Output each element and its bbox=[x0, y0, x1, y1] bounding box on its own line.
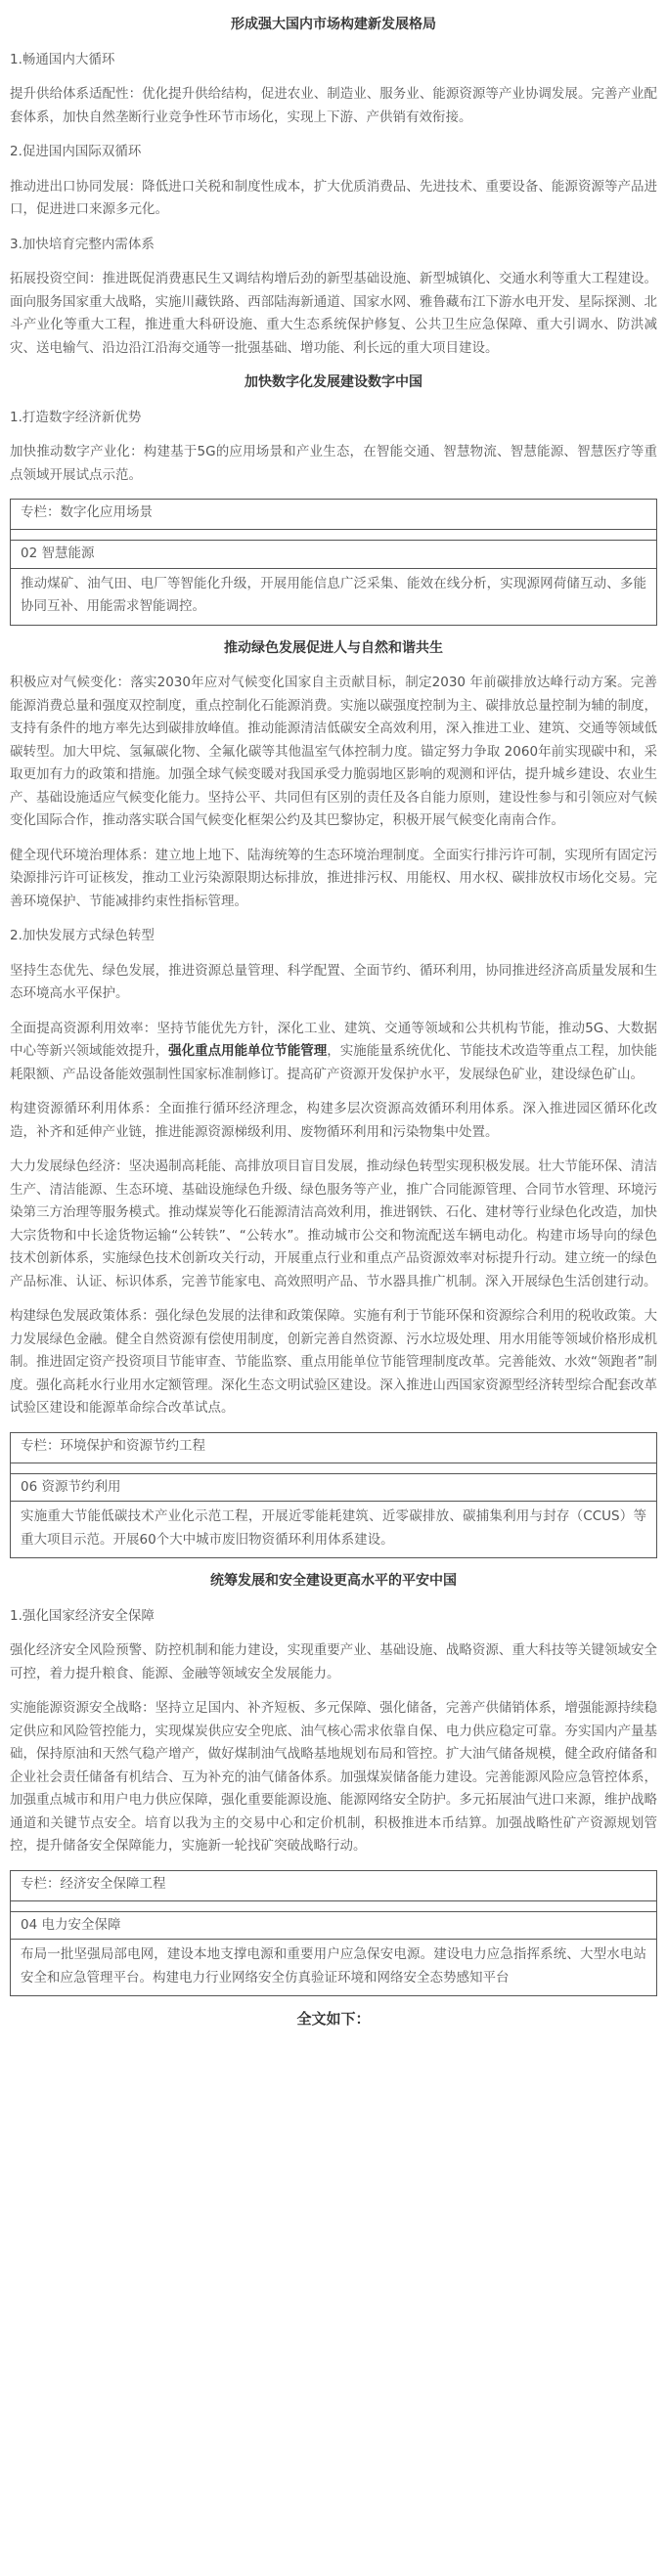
paragraph: 构建绿色发展政策体系：强化绿色发展的法律和政策保障。实施有利于节能环保和资源综合利用的税收政策。大力发展绿色金融。健全自然资源有偿使用制度，创新完善自然资源、污水垃圾处理、用水用能等领域价格形成机制。推进固定资产投资项目节能审查、节能监察、重点用能单位节能管理制度改革。完善能效、水效“领跑者”制度。强化高耗水行业用水定额管理。深化生态文明试验区建设。深入推进山西国家资源型经济转型综合配套改革试验区建设和能源革命综合改革试点。 bbox=[10, 1308, 657, 1416]
paragraph: 加快推动数字产业化：构建基于5G的应用场景和产业生态，在智能交通、智慧物流、智慧能源、智慧医疗等重点领域开展试点示范。 bbox=[10, 444, 657, 483]
text: ，实施能量系统优化、节能技术改造等重点工程，加快能耗限额、产品设备能效强制性国家标准制修订。提高矿产资源开发保护水平，发展绿色矿业，建设绿色矿山。 bbox=[10, 1043, 657, 1082]
column-box-security bbox=[10, 1870, 657, 1997]
section-title-3: 推动绿色发展促进人与自然和谐共生 bbox=[224, 639, 443, 656]
box-divider bbox=[11, 1463, 656, 1474]
paragraph: 积极应对气候变化：落实2030年应对气候变化国家自主贡献目标，制定2030 年前碳排放达峰行动方案。完善能源消费总量和强度双控制度，重点控制化石能源消费。实施以碳强度控制为主、碳排放总量控制为辅的制度，支持有条件的地方率先达到碳排放峰值。推动能源清洁低碳安全高效利用，深入推进工业、建筑、交通等领域低碳转型。加大甲烷、氢氟碳化物、全氟化碳等其他温室气体控制力度。锚定努力争取 2060年前实现碳中和，采取更加有力的政策和措施。加强全球气候变暖对我国承受力脆弱地区影响的观测和评估，提升城乡建设、农业生产、基础设施适应气候变化能力。坚持公平、共同但有区别的责任及各自能力原则，建设性参与和引领应对气候变化国际合作，推动落实联合国气候变化框架公约及其巴黎协定，积极开展气候变化南南合作。 bbox=[10, 675, 657, 828]
box-subheading: 02 智慧能源 bbox=[11, 541, 656, 569]
box-subheading: 04 电力安全保障 bbox=[11, 1912, 656, 1941]
subheading: 3.加快培育完整内需体系 bbox=[10, 236, 155, 252]
box-body: 推动煤矿、油气田、电厂等智能化升级，开展用能信息广泛采集、能效在线分析，实现源网荷储互动、多能协同互补、用能需求智能调控。 bbox=[21, 575, 646, 614]
box-heading: 专栏：数字化应用场景 bbox=[11, 500, 656, 530]
paragraph: 健全现代环境治理体系：建立地上地下、陆海统筹的生态环境治理制度。全面实行排污许可制，实现所有固定污染源排污许可证核发，推动工业污染源限期达标排放，推进排污权、用能权、用水权、碳排放权市场化交易。完善环境保护、节能减排约束性指标管理。 bbox=[10, 847, 657, 909]
subheading: 2.促进国内国际双循环 bbox=[10, 144, 142, 159]
section-title-1: 形成强大国内市场构建新发展格局 bbox=[231, 17, 436, 32]
box-heading: 专栏：经济安全保障工程 bbox=[11, 1871, 656, 1901]
column-box-environment bbox=[10, 1432, 657, 1559]
box-divider bbox=[11, 530, 656, 541]
subheading: 2.加快发展方式绿色转型 bbox=[10, 928, 155, 943]
box-body: 布局一批坚强局部电网，建设本地支撑电源和重要用户应急保安电源。建设电力应急指挥系统、大型水电站安全和应急管理平台。构建电力行业网络安全仿真验证环境和网络安全态势感知平台 bbox=[21, 1946, 646, 1986]
paragraph: 推动进出口协同发展：降低进口关税和制度性成本，扩大优质消费品、先进技术、重要设备、能源资源等产品进口，促进进口来源多元化。 bbox=[10, 178, 657, 217]
paragraph: 拓展投资空间：推进既促消费惠民生又调结构增后劲的新型基础设施、新型城镇化、交通水利等重大工程建设。面向服务国家重大战略，实施川藏铁路、西部陆海新通道、国家水网、雅鲁藏布江下游水电开发、星际探测、北斗产业化等重大工程，推进重大科研设施、重大生态系统保护修复、公共卫生应急保障、重大引调水、防洪减灾、送电输气、沿边沿江沿海交通等一批强基础、增功能、利长远的重大项目建设。 bbox=[10, 271, 657, 356]
full-text-heading: 全文如下： bbox=[296, 2010, 371, 2028]
box-subheading: 06 资源节约利用 bbox=[11, 1474, 656, 1503]
paragraph: 提升供给体系适配性：优化提升供给结构，促进农业、制造业、服务业、能源资源等产业协调发展。完善产业配套体系，加快自然垄断行业竞争性环节市场化，实现上下游、产供销有效衔接。 bbox=[10, 86, 657, 125]
section-title-4: 统筹发展和安全建设更高水平的平安中国 bbox=[210, 1573, 457, 1589]
bold-text: 强化重点用能单位节能管理 bbox=[168, 1043, 328, 1059]
box-heading: 专栏：环境保护和资源节约工程 bbox=[11, 1433, 656, 1463]
subheading: 1.畅通国内大循环 bbox=[10, 51, 115, 67]
paragraph: 大力发展绿色经济：坚决遏制高耗能、高排放项目盲目发展，推动绿色转型实现积极发展。壮大节能环保、清洁生产、清洁能源、生态环境、基础设施绿色升级、绿色服务等产业，推广合同能源管理、合同节水管理、环境污染第三方治理等服务模式。推动煤炭等化石能源清洁高效利用，推进钢铁、石化、建材等行业绿色化改造，加快大宗货物和中长途货物运输“公转铁”、“公转水”。推动城市公交和物流配送车辆电动化。构建市场导向的绿色技术创新体系，实施绿色技术创新攻关行动，开展重点行业和重点产品资源效率对标提升行动。建立统一的绿色产品标准、认证、标识体系，完善节能家电、高效照明产品、节水器具推广机制。深入开展绿色生活创建行动。 bbox=[10, 1158, 657, 1289]
column-box-digital bbox=[10, 499, 657, 626]
paragraph: 构建资源循环利用体系：全面推行循环经济理念，构建多层次资源高效循环利用体系。深入推进园区循环化改造，补齐和延伸产业链，推进能源资源梯级利用、废物循环利用和污染物集中处置。 bbox=[10, 1101, 657, 1140]
subheading: 1.强化国家经济安全保障 bbox=[10, 1607, 155, 1624]
box-body: 实施重大节能低碳技术产业化示范工程，开展近零能耗建筑、近零碳排放、碳捕集利用与封存（CCUS）等重大项目示范。开展60个大中城市废旧物资循环利用体系建设。 bbox=[21, 1508, 646, 1548]
text: 全面提高资源利用效率：坚持节能优先方针，深化工业、建筑、交通等领域和公共机构节能，推动5G、大数据中心等新兴领域能效提升， bbox=[10, 1020, 657, 1059]
subheading: 1.打造数字经济新优势 bbox=[10, 409, 142, 425]
paragraph bbox=[10, 1018, 657, 1087]
paragraph: 坚持生态优先、绿色发展，推进资源总量管理、科学配置、全面节约、循环利用，协同推进经济高质量发展和生态环境高水平保护。 bbox=[10, 962, 657, 1001]
box-divider bbox=[11, 1901, 656, 1912]
paragraph: 强化经济安全风险预警、防控机制和能力建设，实现重要产业、基础设施、战略资源、重大科技等关键领域安全可控，着力提升粮食、能源、金融等领域安全发展能力。 bbox=[10, 1642, 657, 1681]
paragraph: 实施能源资源安全战略：坚持立足国内、补齐短板、多元保障、强化储备，完善产供储销体系，增强能源持续稳定供应和风险管控能力，实现煤炭供应安全兜底、油气核心需求依靠自保、电力供应稳定可靠。夯实国内产量基础，保持原油和天然气稳产增产，做好煤制油气战略基地规划布局和管控。扩大油气储备规模，健全政府储备和企业社会责任储备有机结合、互为补充的油气储备体系。加强煤炭储备能力建设。完善能源风险应急管控体系，加强重点城市和用户电力供应保障，强化重要能源设施、能源网络安全防护。多元拓展油气进口来源，维护战略通道和关键节点安全。培育以我为主的交易中心和定价机制，积极推进本币结算。加强战略性矿产资源规划管控，提升储备安全保障能力，实施新一轮找矿突破战略行动。 bbox=[10, 1700, 657, 1854]
section-title-2: 加快数字化发展建设数字中国 bbox=[245, 374, 422, 390]
